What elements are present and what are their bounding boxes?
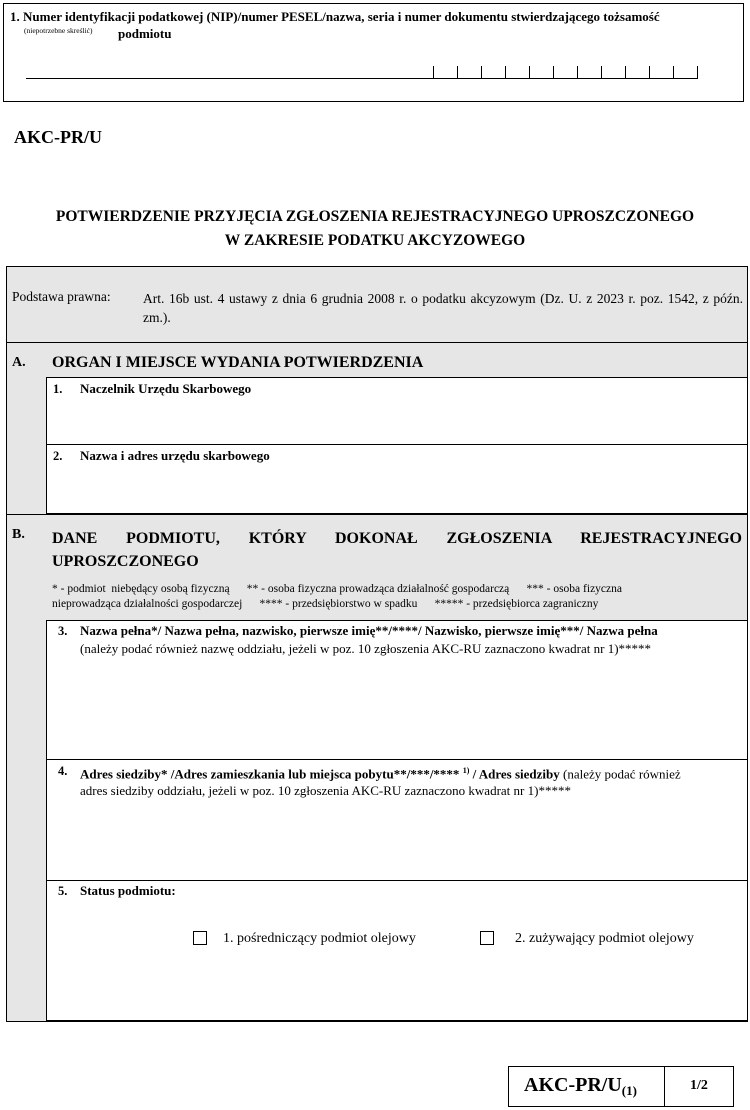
footer-form-code [524,1074,637,1097]
entity-status-field [46,880,748,1021]
form-code: AKC-PR/U [14,127,102,147]
entity-name-field[interactable] [46,620,748,760]
footnote-marker: 1) [462,766,470,775]
digit-separator [673,66,674,78]
section-b-title: DANE PODMIOTU, KTÓRY DOKONAŁ ZGŁOSZENIA REJESTRACYJNEGO UPROSZCZONEGO [52,530,742,570]
digit-separator [481,66,482,78]
section-divider [6,342,748,343]
digit-separator [625,66,626,78]
digit-separator [505,66,506,78]
legal-basis-label: Podstawa prawna: [12,289,111,304]
footer-code-text: AKC-PR/U [524,1074,622,1096]
field-note: (należy podać również [559,766,681,782]
field-label: Naczelnik Urzędu Skarbowego [80,381,252,396]
section-divider [6,514,748,515]
digit-separator [553,66,554,78]
field-number: 3. [58,624,68,638]
digit-separator [529,66,530,78]
field-note-cont: adres siedziby oddziału, jeżeli w poz. 10 zgłoszenia AKC-RU zaznaczono kwadrat nr 1)***** [80,783,571,799]
identifier-field-title-cont: podmiotu [118,26,172,41]
digit-separator [433,66,434,78]
entity-address-field[interactable] [46,759,748,881]
section-b-letter: B. [12,527,25,542]
digit-separator [697,66,698,78]
field-label-line [80,762,745,782]
field-number: 4. [58,764,68,778]
legal-basis-text: Art. 16b ust. 4 ustawy z dnia 6 grudnia 2008 r. o podatku akcyzowym (Dz. U. z 2023 r. poz. 1542, z późn. zm.). [143,291,743,325]
field-label: Nazwa i adres urzędu skarbowego [80,448,270,463]
field-note: (należy podać również nazwę oddziału, jeżeli w poz. 10 zgłoszenia AKC-RU zaznaczono kwadrat nr 1)***** [80,641,652,656]
section-a-title: ORGAN I MIEJSCE WYDANIA POTWIERDZENIA [52,354,424,371]
status-checkbox-intermediary[interactable] [193,931,207,945]
field-number: 1. [53,382,63,396]
document-title-line1: POTWIERDZENIE PRZYJĘCIA ZGŁOSZENIA REJESTRACYJNEGO UPROSZCZONEGO [55,208,695,225]
digit-separator [601,66,602,78]
field-label: Adres siedziby* /Adres zamieszkania lub miejsca pobytu**/***/**** [80,766,463,782]
office-address-field[interactable] [46,444,748,514]
section-a-letter: A. [12,355,26,370]
digit-separator [457,66,458,78]
footer-code-version: (1) [621,1083,637,1098]
status-option-label: 1. pośredniczący podmiot olejowy [223,931,416,946]
status-checkbox-consumer[interactable] [480,931,494,945]
entity-type-legend [52,582,732,612]
field-label: Status podmiotu: [80,883,176,898]
identifier-input-line[interactable] [26,78,698,79]
document-title [0,205,750,253]
legend-line: nieprowadząca działalności gospodarczej **** - przedsiębiorstwo w spadku ***** - przedsiębiorca zagraniczny [52,598,599,610]
field-number: 5. [58,884,68,898]
office-head-field[interactable] [46,377,748,445]
identifier-field-title: 1. Numer identyfikacji podatkowej (NIP)/numer PESEL/nazwa, seria i numer dokumentu stwierdzającego tożsamość [10,9,660,24]
document-title-line2: W ZAKRESIE PODATKU AKCYZOWEGO [224,232,526,249]
identifier-field-note: (niepotrzebne skreślić) [24,26,93,35]
field-label-block [80,762,745,799]
field-label-alt: / Adres siedziby [469,766,560,782]
digit-separator [649,66,650,78]
status-option-label: 2. zużywający podmiot olejowy [515,931,694,946]
digit-separator [577,66,578,78]
field-number: 2. [53,449,63,463]
field-label: Nazwa pełna*/ Nazwa pełna, nazwisko, pierwsze imię**/****/ Nazwisko, pierwsze imię***/ Nazwa pełna [80,623,658,638]
legend-line: * - podmiot niebędący osobą fizyczną ** - osoba fizyczna prowadząca działalność gospodarczą *** - osoba fizyczna [52,583,622,595]
page-number: 1/2 [690,1078,708,1093]
